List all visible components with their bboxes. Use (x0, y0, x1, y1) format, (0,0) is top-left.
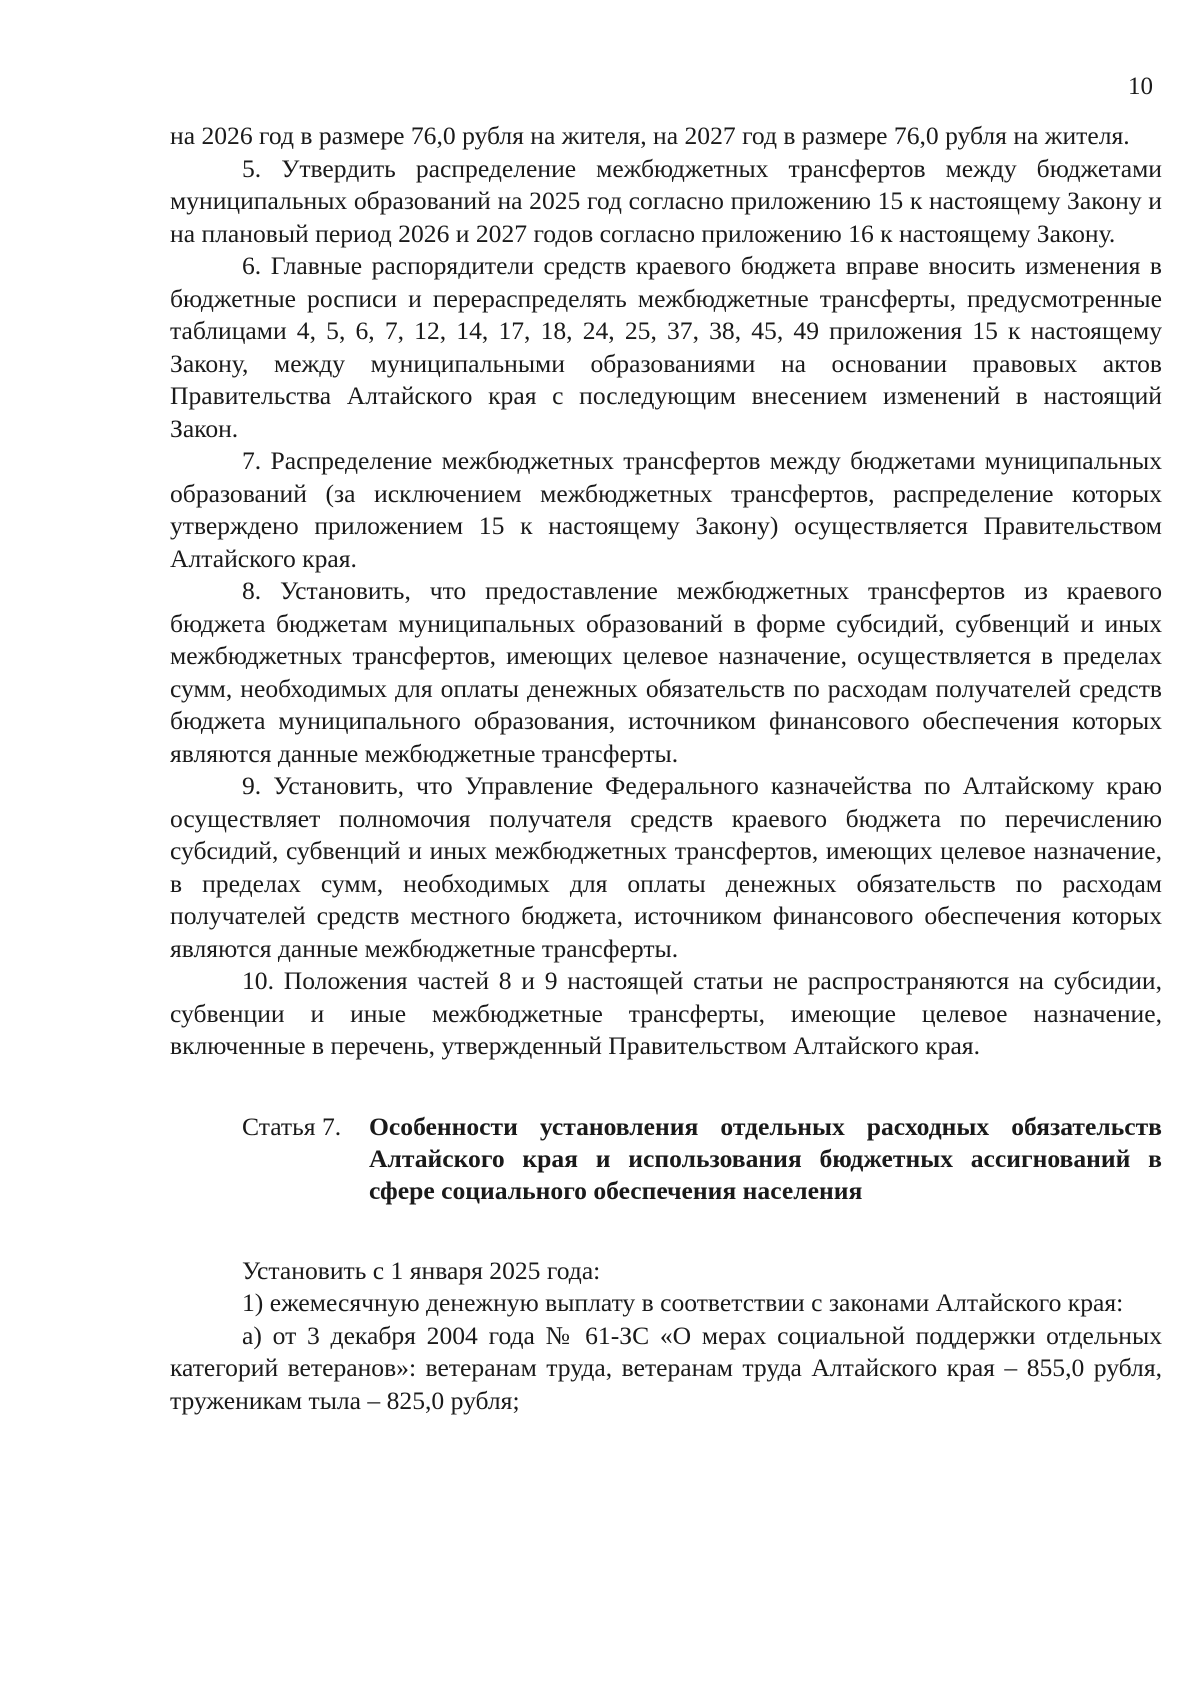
article-subitem-a: а) от 3 декабря 2004 года № 61-ЗС «О мерах социальной поддержки отдельных категорий ветеранов»: ветеранам труда, ветеранам труда Алтайского края – 855,0 рубля, труженикам тыла – 825,0 рубля; (170, 1320, 1162, 1415)
paragraph-item-5: 5. Утвердить распределение межбюджетных трансфертов между бюджетами муниципальных образований на 2025 год согласно приложению 15 к настоящему Закону и на плановый период 2026 и 2027 годов согласно приложению 16 к настоящему Закону. (170, 153, 1162, 248)
paragraph-item-10: 10. Положения частей 8 и 9 настоящей статьи не распространяются на субсидии, субвенции и иные межбюджетные трансферты, имеющие целевое назначение, включенные в перечень, утвержденный Правительством Алтайского края. (170, 966, 1162, 1060)
page-number: 10 (1128, 73, 1153, 100)
paragraph-continuation: на 2026 год в размере 76,0 рубля на жителя, на 2027 год в размере 76,0 рубля на жителя. (170, 121, 1130, 150)
paragraph-item-9: 9. Установить, что Управление Федерального казначейства по Алтайскому краю осуществляет полномочия получателя средств краевого бюджета по перечислению субсидий, субвенций и иных межбюджетных трансфертов, имеющих целевое назначение, в пределах сумм, необходимых для оплаты денежных обязательств по расходам получателей средств местного бюджета, источником финансового обеспечения которых являются данные межбюджетные трансферты. (170, 771, 1162, 963)
article-heading (170, 1111, 1162, 1207)
paragraph-item-7: 7. Распределение межбюджетных трансфертов между бюджетами муниципальных образований (за исключением межбюджетных трансфертов, распределение которых утверждено приложением 15 к настоящему Закону) осуществляется Правительством Алтайского края. (170, 446, 1162, 573)
article-title: Особенности установления отдельных расходных обязательств Алтайского края и использования бюджетных ассигнований в сфере социального обеспечения населения (369, 1111, 1162, 1205)
paragraph-item-6: 6. Главные распорядители средств краевого бюджета вправе вносить изменения в бюджетные росписи и перераспределять межбюджетные трансферты, предусмотренные таблицами 4, 5, 6, 7, 12, 14, 17, 18, 24, 25, 37, 38, 45, 49 приложения 15 к настоящему Закону, между муниципальными образованиями на основании правовых актов Правительства Алтайского края с последующим внесением изменений в настоящий Закон. (170, 251, 1162, 443)
article-intro: Установить с 1 января 2025 года: (242, 1255, 601, 1285)
document-body (170, 120, 1162, 1417)
article-label: Статья 7. (242, 1111, 342, 1141)
paragraph-item-8: 8. Установить, что предоставление межбюджетных трансфертов из краевого бюджета бюджетам муниципальных образований в форме субсидий, субвенций и иных межбюджетных трансфертов, имеющих целевое назначение, осуществляется в пределах сумм, необходимых для оплаты денежных обязательств по расходам получателей средств бюджета муниципального образования, источником финансового обеспечения которых являются данные межбюджетные трансферты. (170, 576, 1162, 768)
article-item-1: 1) ежемесячную денежную выплату в соответствии с законами Алтайского края: (242, 1288, 1124, 1317)
